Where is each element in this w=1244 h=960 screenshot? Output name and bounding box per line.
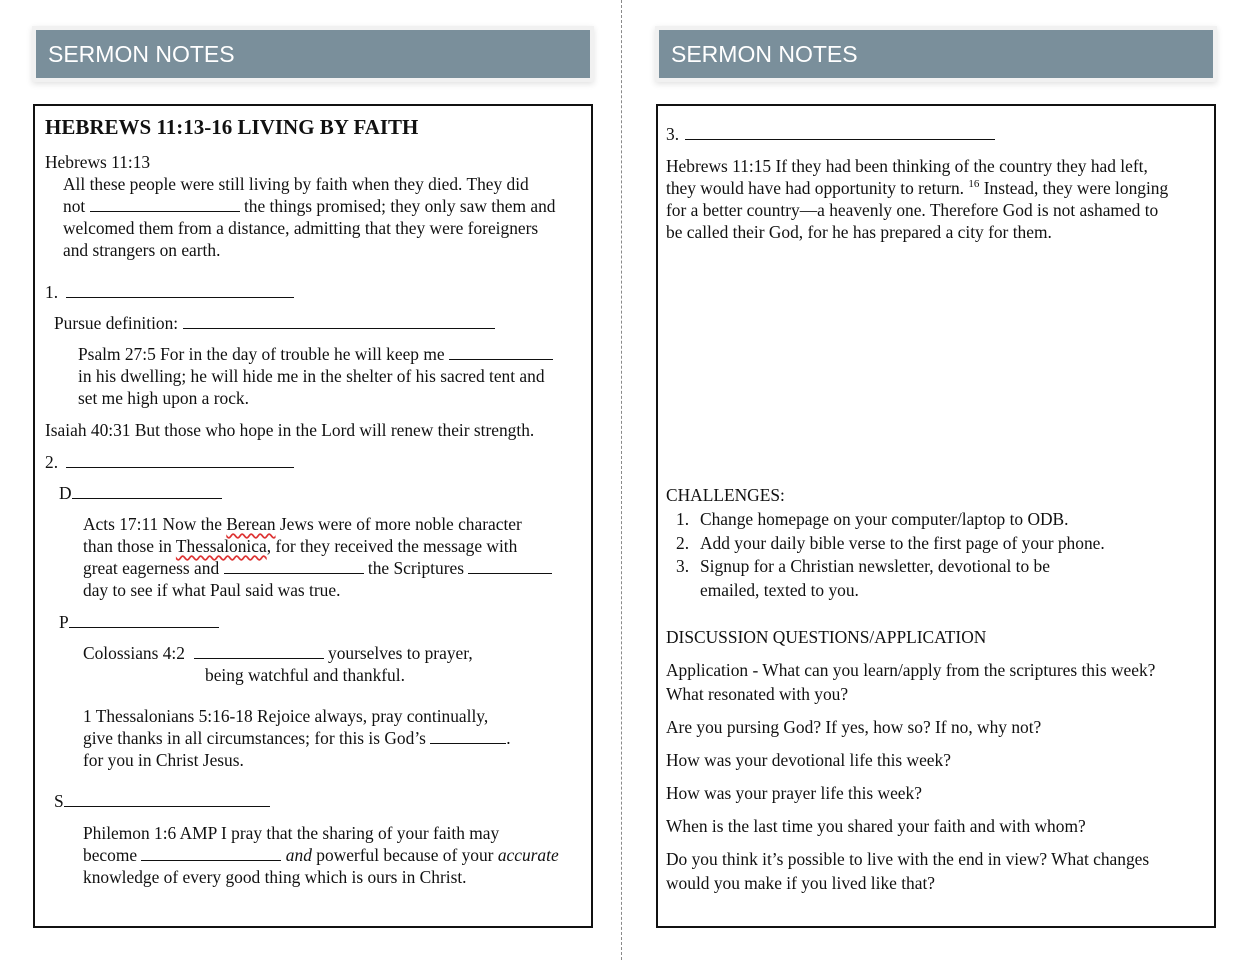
left-notes-panel — [33, 104, 593, 928]
acts-text: Acts 17:11 Now the Berean Jews were of more noble character — [83, 514, 522, 534]
scripture-reference: Hebrews 11:13 — [45, 152, 151, 172]
scripture-text: and strangers on earth. — [63, 240, 221, 260]
banner-title: SERMON NOTES — [48, 41, 235, 67]
isaiah-text: Isaiah 40:31 But those who hope in the Lord will renew their strength. — [45, 420, 535, 440]
scripture-text: All these people were still living by faith when they died. They did — [63, 174, 529, 194]
fill-in-blank[interactable] — [66, 451, 294, 468]
thessalonians-text: 1 Thessalonians 5:16-18 Rejoice always, pray continually, — [83, 706, 489, 726]
banner-title: SERMON NOTES — [671, 41, 858, 67]
challenge-item: 2. Add your daily bible verse to the first page of your phone. — [676, 533, 1105, 553]
philemon-text: knowledge of every good thing which is ours in Christ. — [83, 867, 467, 887]
psalm-text: in his dwelling; he will hide me in the shelter of his sacred tent and — [78, 366, 545, 386]
thessalonians-text: give thanks in all circumstances; for this is God’s . — [83, 728, 511, 748]
fill-in-blank[interactable] — [685, 123, 995, 140]
fill-in-blank[interactable] — [183, 312, 495, 329]
sermon-notes-banner-left — [36, 30, 590, 78]
fill-in-blank[interactable] — [72, 482, 222, 499]
scripture-text: welcomed them from a distance, admitting that they were foreigners — [63, 218, 539, 238]
fill-in-blank[interactable] — [90, 195, 240, 212]
fill-in-blank[interactable] — [194, 642, 324, 659]
thessalonians-text: for you in Christ Jesus. — [83, 750, 244, 770]
discussion-question: How was your devotional life this week? — [666, 750, 951, 770]
colossians-text: Colossians 4:2 yourselves to prayer, — [83, 643, 473, 663]
challenges-heading: CHALLENGES: — [666, 485, 785, 505]
discussion-question: What resonated with you? — [666, 684, 849, 704]
hebrews-15-text: be called their God, for he has prepared a city for them. — [666, 222, 1052, 242]
sermon-notes-banner-right — [659, 30, 1213, 78]
acts-text: day to see if what Paul said was true. — [83, 580, 341, 600]
hebrews-15-text: for a better country—a heavenly one. Therefore God is not ashamed to — [666, 200, 1159, 220]
letter-s: S — [54, 790, 270, 812]
right-notes-panel — [656, 104, 1216, 928]
discussion-question: Do you think it’s possible to live with the end in view? What changes — [666, 849, 1150, 869]
sermon-heading: HEBREWS 11:13-16 LIVING BY FAITH — [45, 115, 419, 139]
pursue-definition: Pursue definition: — [54, 312, 495, 334]
fill-in-blank[interactable] — [449, 343, 553, 360]
fold-line — [621, 0, 622, 960]
hebrews-15-text: they would have had opportunity to return. $^{16}$ Instead, they were longing — [666, 178, 1169, 198]
acts-text: than those in Thessalonica, for they received the message with — [83, 536, 518, 556]
discussion-question: How was your prayer life this week? — [666, 783, 922, 803]
discussion-question: Application - What can you learn/apply from the scriptures this week? — [666, 660, 1156, 680]
psalm-text: set me high upon a rock. — [78, 388, 249, 408]
fill-in-blank[interactable] — [66, 281, 294, 298]
fill-in-blank[interactable] — [69, 611, 219, 628]
fill-in-blank[interactable] — [468, 557, 552, 574]
challenge-item-continued: emailed, texted to you. — [700, 580, 859, 600]
scripture-text: not the things promised; they only saw them and — [63, 196, 556, 216]
fill-in-blank[interactable] — [141, 844, 281, 861]
philemon-text: Philemon 1:6 AMP I pray that the sharing of your faith may — [83, 823, 500, 843]
letter-p: P — [59, 611, 219, 633]
colossians-text: being watchful and thankful. — [205, 665, 405, 685]
point-three: 3. — [666, 123, 995, 145]
challenge-item: 3. Signup for a Christian newsletter, devotional to be — [676, 556, 1050, 576]
challenge-item: 1. Change homepage on your computer/laptop to ODB. — [676, 509, 1069, 529]
discussion-question: When is the last time you shared your faith and with whom? — [666, 816, 1086, 836]
discussion-question: would you make if you lived like that? — [666, 873, 936, 893]
philemon-text: become and powerful because of your accurate — [83, 845, 559, 865]
fill-in-blank[interactable] — [430, 727, 506, 744]
psalm-text: Psalm 27:5 For in the day of trouble he will keep me — [78, 343, 553, 365]
hebrews-15-text: Hebrews 11:15 If they had been thinking of the country they had left, — [666, 156, 1148, 176]
letter-d: D — [59, 482, 222, 504]
discussion-question: Are you pursing God? If yes, how so? If no, why not? — [666, 717, 1042, 737]
point-one: 1. — [45, 281, 294, 303]
fill-in-blank[interactable] — [64, 790, 270, 807]
point-two: 2. — [45, 451, 294, 473]
fill-in-blank[interactable] — [224, 557, 364, 574]
acts-text: great eagerness and the Scriptures — [83, 557, 552, 579]
discussion-heading: DISCUSSION QUESTIONS/APPLICATION — [666, 627, 987, 647]
